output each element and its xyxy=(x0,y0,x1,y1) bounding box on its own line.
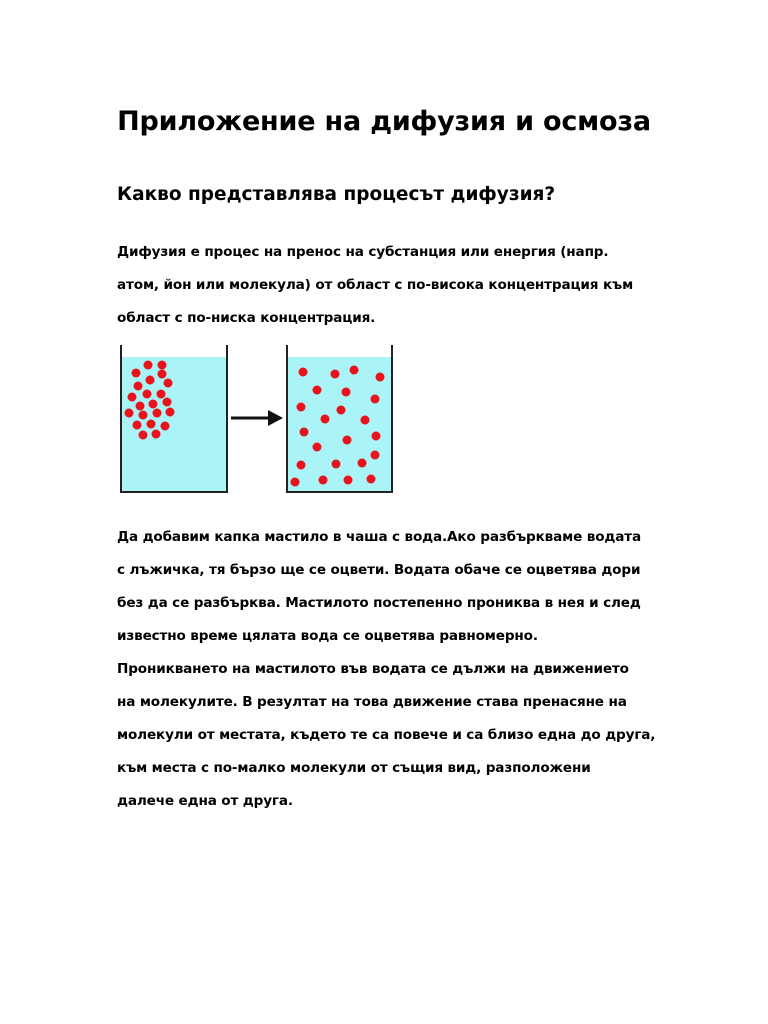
particle xyxy=(361,416,370,425)
intro-line: Дифузия е процес на пренос на субстанция или енергия (напр. xyxy=(117,244,609,260)
particle xyxy=(297,461,306,470)
arrow-right-icon xyxy=(231,410,283,426)
particle xyxy=(164,379,173,388)
glass-after xyxy=(287,345,392,492)
particle xyxy=(133,421,142,430)
particle xyxy=(344,476,353,485)
intro-line: атом, йон или молекула) от област с по-висока концентрация към xyxy=(117,277,634,293)
particle xyxy=(313,386,322,395)
particle xyxy=(342,388,351,397)
particle xyxy=(153,409,162,418)
particle xyxy=(134,382,143,391)
particle xyxy=(371,451,380,460)
page-title: Приложение на дифузия и осмоза xyxy=(117,106,651,137)
particle xyxy=(350,366,359,375)
particle xyxy=(144,361,153,370)
particle xyxy=(128,393,137,402)
particle xyxy=(163,398,172,407)
intro-paragraph xyxy=(117,236,633,335)
particle xyxy=(136,402,145,411)
body-line: известно време цялата вода се оцветява равномерно. xyxy=(117,628,538,644)
section-heading: Какво представлява процесът дифузия? xyxy=(117,184,556,205)
diffusion-diagram xyxy=(110,340,400,500)
particle xyxy=(291,478,300,487)
particle xyxy=(332,460,341,469)
particle xyxy=(143,390,152,399)
particle xyxy=(343,436,352,445)
body-line: далече една от друга. xyxy=(117,793,293,809)
body-line: без да се разбърква. Мастилото постепенно прониква в нея и след xyxy=(117,595,641,611)
particle xyxy=(152,430,161,439)
particle xyxy=(372,432,381,441)
particle xyxy=(321,415,330,424)
particle xyxy=(300,428,309,437)
particle xyxy=(166,408,175,417)
body-line: молекули от местата, където те са повече и са близо една до друга, xyxy=(117,727,656,743)
particle xyxy=(158,370,167,379)
particle xyxy=(139,411,148,420)
particle xyxy=(157,390,166,399)
body-line: към места с по-малко молекули от същия вид, разположени xyxy=(117,760,591,776)
particle xyxy=(331,370,340,379)
body-paragraph xyxy=(117,521,655,818)
particle xyxy=(319,476,328,485)
particle xyxy=(313,443,322,452)
particle xyxy=(358,459,367,468)
particle xyxy=(161,422,170,431)
body-line: Да добавим капка мастило в чаша с вода.Ако разбъркваме водата xyxy=(117,529,642,545)
particle xyxy=(132,369,141,378)
body-line: Проникването на мастилото във водата се дължи на движението xyxy=(117,661,629,677)
particle xyxy=(147,420,156,429)
body-line: на молекулите. В резултат на това движение става пренасяне на xyxy=(117,694,627,710)
particle xyxy=(367,475,376,484)
particle xyxy=(337,406,346,415)
particle xyxy=(297,403,306,412)
intro-line: област с по-ниска концентрация. xyxy=(117,310,376,326)
particle xyxy=(125,409,134,418)
particle xyxy=(376,373,385,382)
particle xyxy=(139,431,148,440)
particle xyxy=(158,361,167,370)
glass-before xyxy=(121,345,227,492)
particle xyxy=(371,395,380,404)
particle xyxy=(299,368,308,377)
particle xyxy=(149,400,158,409)
particle xyxy=(146,376,155,385)
body-line: с лъжичка, тя бързо ще се оцвети. Водата обаче се оцветява дори xyxy=(117,562,641,578)
